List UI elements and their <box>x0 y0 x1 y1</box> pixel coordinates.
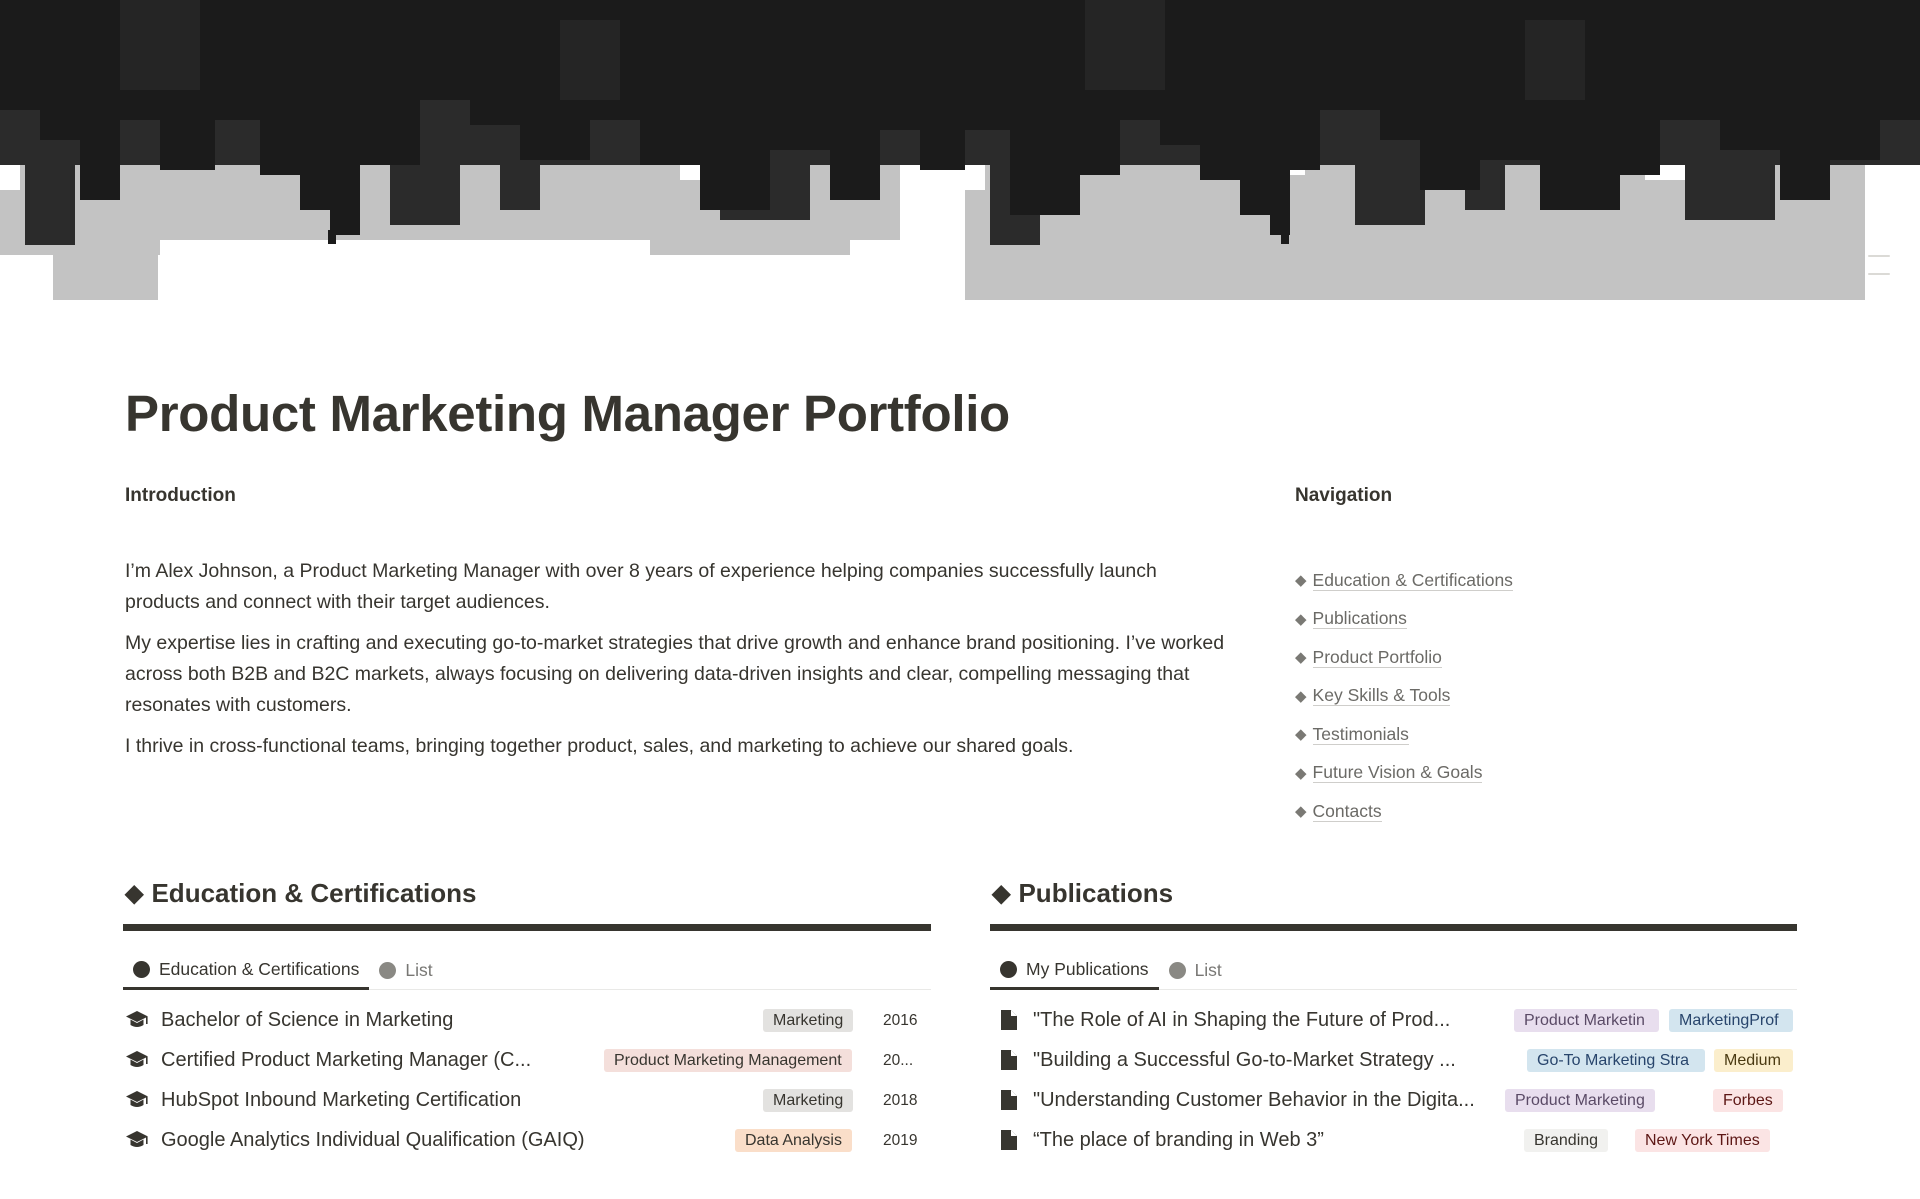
nav-link-label[interactable]: Contacts <box>1312 800 1382 821</box>
graduation-cap-icon <box>125 1128 149 1152</box>
toc-line[interactable] <box>1868 273 1890 275</box>
list-item[interactable] <box>997 1000 1797 1040</box>
diamond-icon: ◆ <box>1295 610 1307 628</box>
publication-title: "Understanding Customer Behavior in the Digita... <box>1033 1088 1475 1111</box>
nav-link-testimonials[interactable] <box>1295 715 1513 754</box>
tab-label: List <box>1194 959 1222 980</box>
diamond-icon: ◆ <box>992 880 1011 907</box>
tab-label: Education & Certifications <box>159 959 360 979</box>
navigation-label: Navigation <box>1295 485 1393 506</box>
tab-list[interactable] <box>1159 950 1232 990</box>
cover-skyline-graphic <box>0 0 1920 305</box>
outlet-tag: Forbes <box>1713 1089 1783 1112</box>
list-item[interactable] <box>125 1000 931 1040</box>
topic-tag: Branding <box>1524 1129 1608 1152</box>
tab-my-publications[interactable] <box>990 950 1159 990</box>
nav-link-key-skills[interactable] <box>1295 677 1513 716</box>
document-icon <box>997 1048 1021 1072</box>
nav-link-label[interactable]: Future Vision & Goals <box>1312 762 1483 783</box>
publications-view-tabs <box>990 950 1797 990</box>
document-icon <box>997 1088 1021 1112</box>
toc-line[interactable] <box>1868 255 1890 257</box>
nav-link-label[interactable]: Key Skills & Tools <box>1312 685 1451 706</box>
heading-divider <box>990 924 1797 931</box>
toc-line[interactable] <box>1868 201 1890 203</box>
view-icon <box>379 962 396 979</box>
year-value: 2016 <box>883 1012 918 1029</box>
toc-line[interactable] <box>1868 183 1890 185</box>
view-icon <box>133 961 150 978</box>
diamond-icon: ◆ <box>1295 803 1307 821</box>
introduction-text <box>125 556 1225 772</box>
education-view-tabs <box>123 950 931 990</box>
intro-paragraph: My expertise lies in crafting and executing go-to-market strategies that drive growth and enhance brand positioning. I’ve worked across both B2B and B2C markets, always focusing on delivering data-driven insights and clear, compelling messaging that resonates with customers. <box>125 632 1225 716</box>
list-item[interactable] <box>125 1040 931 1080</box>
education-list <box>125 1000 931 1160</box>
table-of-contents-rail[interactable] <box>1868 165 1890 291</box>
outlet-tag: MarketingProf <box>1669 1009 1793 1032</box>
nav-link-label[interactable]: Publications <box>1312 608 1407 629</box>
outlet-tag: New York Times <box>1635 1129 1770 1152</box>
navigation-list <box>1295 561 1513 831</box>
topic-tag: Product Marketing <box>1505 1089 1655 1112</box>
publication-title: "Building a Successful Go-to-Market Strategy ... <box>1033 1048 1456 1071</box>
publications-list <box>997 1000 1797 1160</box>
publication-title: "The Role of AI in Shaping the Future of Prod... <box>1033 1008 1451 1031</box>
intro-paragraph: I thrive in cross-functional teams, bringing together product, sales, and marketing to achieve our shared goals. <box>125 735 1074 757</box>
education-title: Certified Product Marketing Manager (C... <box>161 1048 532 1071</box>
cover-image <box>0 0 1920 305</box>
education-heading-text: Education & Certifications <box>151 878 477 908</box>
document-icon <box>997 1128 1021 1152</box>
toc-line[interactable] <box>1868 219 1890 221</box>
category-tag: Data Analysis <box>735 1129 852 1152</box>
view-icon <box>1000 961 1017 978</box>
category-tag: Marketing <box>763 1009 853 1032</box>
education-title: Google Analytics Individual Qualification (GAIQ) <box>161 1128 585 1151</box>
year-value: 2019 <box>883 1132 918 1149</box>
tab-label: List <box>405 959 433 980</box>
introduction-label: Introduction <box>125 485 236 506</box>
nav-link-label[interactable]: Education & Certifications <box>1312 569 1513 590</box>
list-item[interactable] <box>125 1120 931 1160</box>
list-item[interactable] <box>997 1080 1797 1120</box>
publications-heading-text: Publications <box>1018 878 1174 908</box>
nav-link-future-vision[interactable] <box>1295 754 1513 793</box>
document-icon <box>997 1008 1021 1032</box>
nav-link-contacts[interactable] <box>1295 792 1513 831</box>
nav-link-label[interactable]: Testimonials <box>1312 723 1409 744</box>
tab-education-certifications[interactable] <box>123 950 369 990</box>
tab-label: My Publications <box>1026 959 1149 979</box>
intro-paragraph: I’m Alex Johnson, a Product Marketing Manager with over 8 years of experience helping companies successfully launch products and connect with their target audiences. <box>125 560 1157 613</box>
education-title: HubSpot Inbound Marketing Certification <box>161 1088 522 1111</box>
year-value: 2018 <box>883 1092 918 1109</box>
toc-line[interactable] <box>1868 237 1890 239</box>
graduation-cap-icon <box>125 1008 149 1032</box>
diamond-icon: ◆ <box>1295 764 1307 782</box>
year-value: 20... <box>883 1052 914 1069</box>
outlet-tag: Medium <box>1714 1049 1793 1072</box>
diamond-icon: ◆ <box>1295 687 1307 705</box>
diamond-icon: ◆ <box>1295 649 1307 667</box>
page-title: Product Marketing Manager Portfolio <box>125 385 1010 442</box>
view-icon <box>1169 962 1186 979</box>
diamond-icon: ◆ <box>1295 572 1307 590</box>
diamond-icon: ◆ <box>1295 726 1307 744</box>
education-heading <box>125 878 477 909</box>
category-tag: Product Marketing Management <box>604 1049 852 1072</box>
topic-tag: Go-To Marketing Stra <box>1527 1049 1705 1072</box>
toc-line[interactable] <box>1868 165 1890 167</box>
publication-title: “The place of branding in Web 3” <box>1033 1128 1324 1151</box>
list-item[interactable] <box>997 1040 1797 1080</box>
diamond-icon: ◆ <box>125 880 144 907</box>
graduation-cap-icon <box>125 1088 149 1112</box>
nav-link-education[interactable] <box>1295 561 1513 600</box>
tab-list[interactable] <box>369 950 442 990</box>
heading-divider <box>123 924 931 931</box>
graduation-cap-icon <box>125 1048 149 1072</box>
category-tag: Marketing <box>763 1089 853 1112</box>
nav-link-publications[interactable] <box>1295 600 1513 639</box>
list-item[interactable] <box>125 1080 931 1120</box>
list-item[interactable] <box>997 1120 1797 1160</box>
nav-link-label[interactable]: Product Portfolio <box>1312 646 1442 667</box>
education-title: Bachelor of Science in Marketing <box>161 1008 454 1031</box>
nav-link-product-portfolio[interactable] <box>1295 638 1513 677</box>
topic-tag: Product Marketin <box>1514 1009 1659 1032</box>
publications-heading <box>992 878 1173 909</box>
